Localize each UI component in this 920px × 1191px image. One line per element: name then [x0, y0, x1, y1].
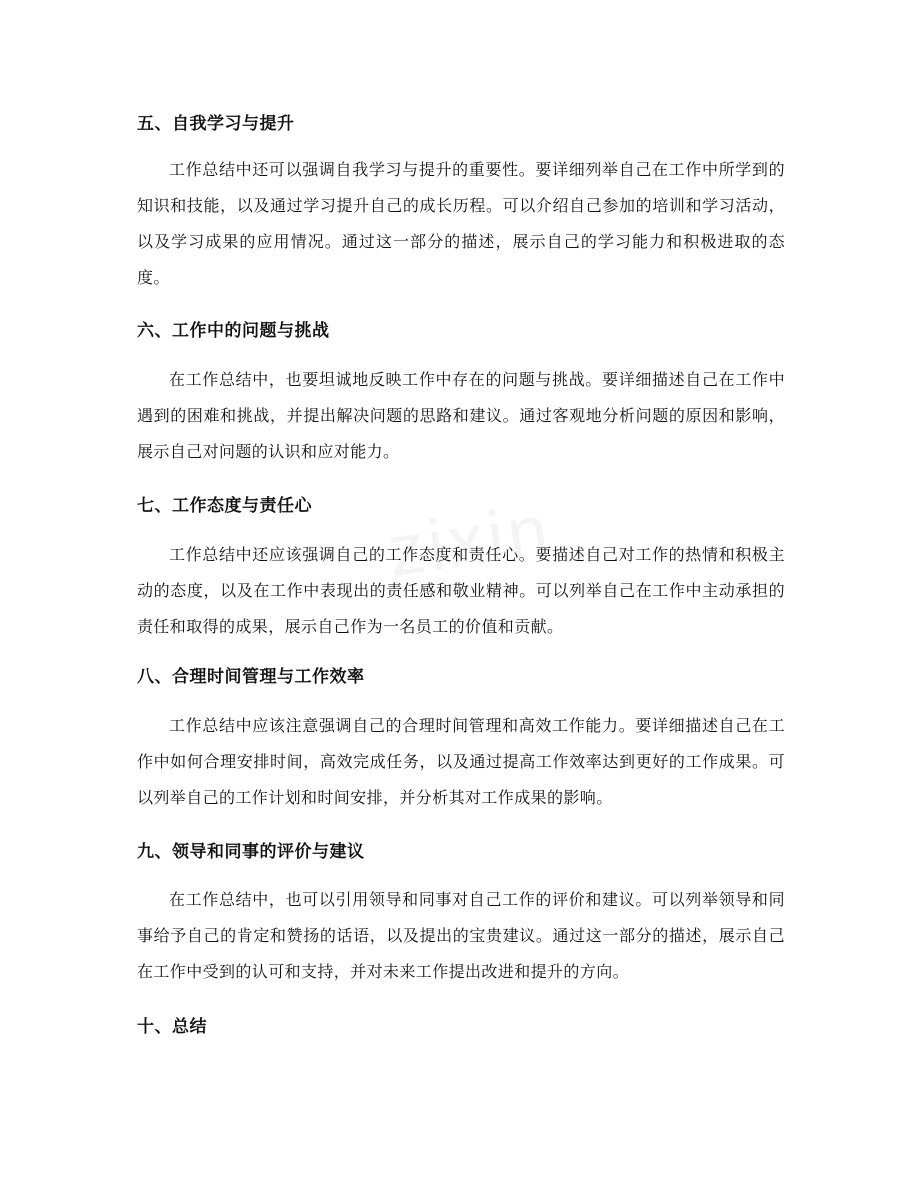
section-title-9: 九、领导和同事的评价与建议: [137, 842, 365, 862]
section-title-10: 十、总结: [137, 1017, 207, 1037]
section-body-5: 工作总结中还可以强调自我学习与提升的重要性。要详细列举自己在工作中所学到的知识和技能，以及通过学习提升自己的成长历程。可以介绍自己参加的培训和学习活动，以及学习成果的应用情况。通过这一部分的描述，展示自己的学习能力和积极进取的态度。: [137, 160, 785, 287]
section-body-7: 工作总结中还应该强调自己的工作态度和责任心。要描述自己对工作的热情和积极主动的态度，以及在工作中表现出的责任感和敬业精神。可以列举自己在工作中主动承担的责任和取得的成果，展示自己作为一名员工的价值和贡献。: [137, 545, 785, 636]
section-title-8: 八、合理时间管理与工作效率: [137, 667, 365, 687]
section-title-6: 六、工作中的问题与挑战: [137, 321, 330, 341]
section-title-7: 七、工作态度与责任心: [137, 496, 312, 516]
section-body-8: 工作总结中应该注意强调自己的合理时间管理和高效工作能力。要详细描述自己在工作中如何合理安排时间，高效完成任务，以及通过提高工作效率达到更好的工作成果。可以列举自己的工作计划和时间安排，并分析其对工作成果的影响。: [137, 716, 785, 807]
section-body-6: 在工作总结中，也要坦诚地反映工作中存在的问题与挑战。要详细描述自己在工作中遇到的困难和挑战，并提出解决问题的思路和建议。通过客观地分析问题的原因和影响，展示自己对问题的认识和应对能力。: [137, 370, 785, 461]
section-title-5: 五、自我学习与提升: [137, 114, 295, 134]
section-body-9: 在工作总结中，也可以引用领导和同事对自己工作的评价和建议。可以列举领导和同事给予自己的肯定和赞扬的话语，以及提出的宝贵建议。通过这一部分的描述，展示自己在工作中受到的认可和支持，并对未来工作提出改进和提升的方向。: [137, 890, 785, 981]
